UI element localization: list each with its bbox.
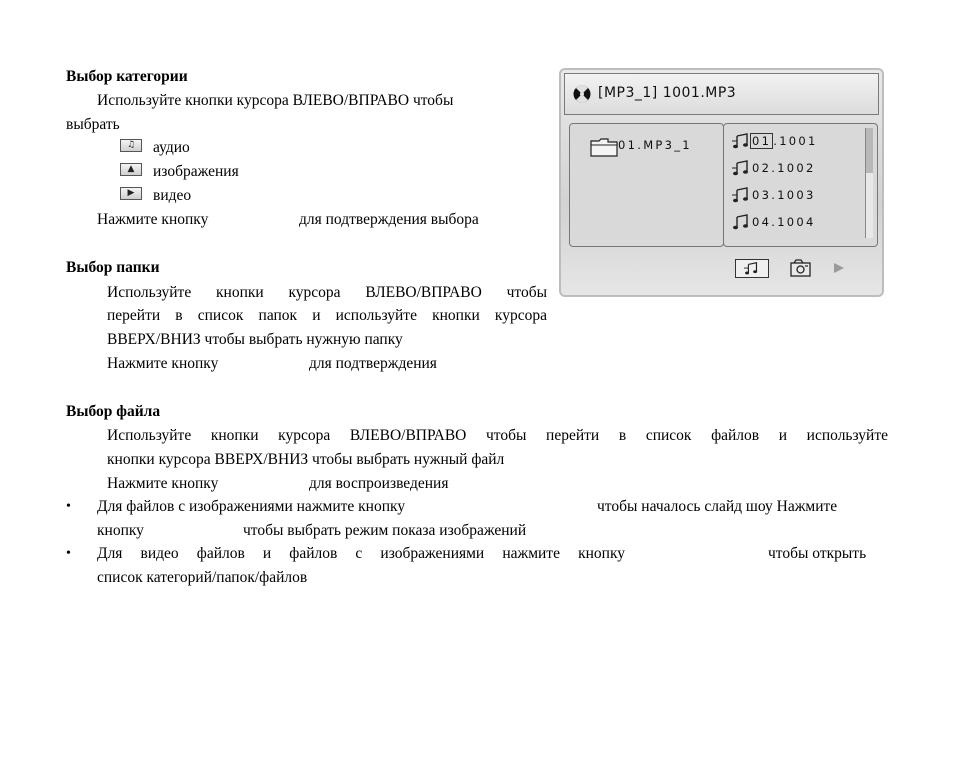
text-line: Нажмите кнопку [97, 211, 209, 228]
bullet: • [66, 499, 71, 514]
scroll-thumb[interactable] [866, 128, 873, 173]
text-line: для подтверждения [309, 355, 437, 372]
text-line: кнопки курсора ВВЕРХ/ВНИЗ чтобы выбрать нужный файл [107, 451, 505, 468]
folder-list[interactable] [569, 123, 724, 247]
file-index: 03 [752, 188, 772, 202]
text-line: Для видео файлов и файлов с изображениями нажмите кнопку [97, 545, 625, 562]
section-heading-category: Выбор категории [66, 68, 188, 85]
text-line: ВВЕРХ/ВНИЗ чтобы выбрать нужную папку [107, 331, 403, 348]
bullet: • [66, 546, 71, 561]
text-line: для подтверждения выбора [299, 211, 479, 228]
now-playing-title: [MP3_1] 1001.MP3 [598, 85, 737, 101]
photo-icon[interactable] [789, 259, 813, 278]
text-line: Нажмите кнопку [107, 475, 219, 492]
file-index: 04 [752, 215, 772, 229]
file-name: .1002 [771, 161, 816, 175]
section-heading-folder: Выбор папки [66, 259, 160, 276]
file-index-selected: 01 [752, 134, 772, 148]
image-category-icon: ▲ [120, 163, 142, 176]
music-note-icon [732, 214, 750, 230]
file-name: .1004 [771, 215, 816, 229]
text-line: перейти в список папок и используйте кнопки курсора [107, 307, 547, 324]
file-name: .1001 [773, 134, 818, 148]
video-category-icon: ▶ [120, 187, 142, 200]
music-note-icon [736, 260, 768, 277]
file-name: .1003 [771, 188, 816, 202]
scrollbar[interactable] [865, 128, 873, 238]
music-note-icon [732, 133, 750, 149]
text-line: кнопку [97, 522, 144, 539]
music-note-icon [732, 160, 750, 176]
text-line: Для файлов с изображениями нажмите кнопку [97, 498, 406, 515]
text-line: выбрать [66, 116, 120, 133]
category-video-label: видео [153, 187, 192, 204]
folder-name[interactable]: 01.MP3_1 [618, 138, 692, 152]
play-icon[interactable] [834, 263, 844, 273]
text-line: Используйте кнопки курсора ВЛЕВО/ВПРАВО чтобы [97, 92, 454, 109]
text-line: список категорий/папок/файлов [97, 569, 308, 586]
text-line: чтобы выбрать режим показа изображений [243, 522, 527, 539]
text-line: Нажмите кнопку [107, 355, 219, 372]
disc-icon [573, 85, 591, 103]
category-music-tab[interactable] [735, 259, 769, 278]
music-note-icon [732, 187, 750, 203]
screen-title-bar [564, 73, 879, 115]
text-line: Используйте кнопки курсора ВЛЕВО/ВПРАВО чтобы [107, 284, 547, 301]
text-line: Используйте кнопки курсора ВЛЕВО/ВПРАВО чтобы перейти в список файлов и используйте [107, 427, 888, 444]
category-audio-label: аудио [153, 139, 190, 156]
text-line: чтобы началось слайд шоу Нажмите [597, 498, 838, 515]
section-heading-file: Выбор файла [66, 403, 161, 420]
file-index: 02 [752, 161, 772, 175]
file-list[interactable] [723, 123, 878, 247]
mp3-browser-screen [559, 68, 884, 297]
category-images-label: изображения [153, 163, 239, 180]
text-line: чтобы открыть [768, 545, 867, 562]
text-line: для воспроизведения [309, 475, 449, 492]
audio-category-icon: ♫ [120, 139, 142, 152]
folder-icon [590, 137, 618, 157]
